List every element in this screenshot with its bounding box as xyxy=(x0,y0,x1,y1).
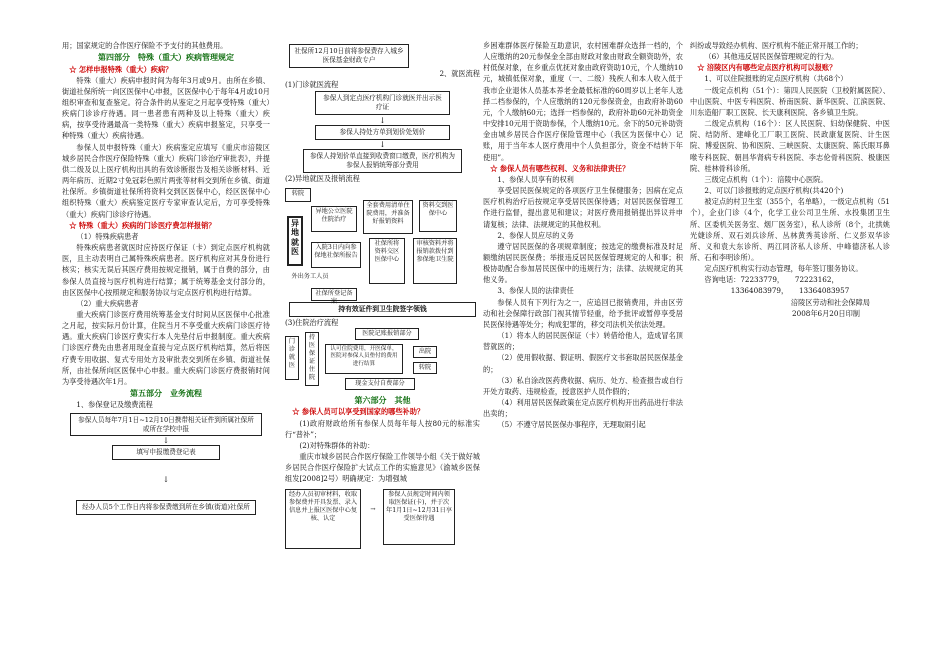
paragraph: 享受居民医保规定的各项医疗卫生保健服务；因病在定点医疗机构治疗后按规定享受居民医保待遇；对居民医保管理工作进行监督，提出意见和建议；对医疗费用报销提出异议并申请复核；法律、法规规定的其他权利。 xyxy=(483,186,683,229)
column-3 xyxy=(483,40,683,660)
list-item: （4）利用居民医保政策在定点医疗机构开出药品进行非法出卖的； xyxy=(483,398,683,419)
remote-care-diagram xyxy=(285,184,480,305)
sub-heading: 3、参保人员的法律责任 xyxy=(497,286,574,296)
flow-node: 审核资料并将报销款拨付到参保地卫生院 xyxy=(413,238,457,284)
list-item: （3）私自涂改医药费收据、病历、处方、检查报告或自行开处方取药、违规检查，授意医护人员作假的； xyxy=(483,375,683,396)
paragraph: 定点医疗机构实行动态管理，每年签订服务协议。 xyxy=(704,264,863,274)
section-heading: 第四部分 特殊（重大）疾病管理规定 xyxy=(98,52,234,63)
flow-node: 门诊就医 xyxy=(285,336,299,380)
flow-node: 认可住院费用，开医保单，医院对参保人员垫付的费用进行结算 xyxy=(325,344,403,374)
arrow-down-icon: ↓ xyxy=(379,115,386,125)
question-heading: ☆ 怎样申报特殊（重大）疾病？ xyxy=(69,64,173,74)
paragraph: 一级定点机构（51个）：第四人民医院（卫校附属医院）、中山医院、中医专科医院、桥南医院、新华医院、江滨医院、川东造船厂职工医院、长天康利医院、各乡镇卫生院。 xyxy=(690,85,890,117)
arrow-down-icon: ↓ xyxy=(379,139,386,149)
paragraph: 乡困难群体医疗保险互助意识，农村困难群众选择一档的，个人应缴纳的20元参保金全部由财政对象由财政全额资助外，农村低保对象，在乡重点优抚对象由政府资助10元，个人缴纳10元，城镇低保对象，重度（一、二级）残疾人和本人收入低于我市企业退休人员基本养老金最低标准的60周岁以上老年人选择二档参保的，个人应缴纳的120元参保资金，由政府补助60元，个人缴纳60元；选择一档参保的，政府补助60元补助资金中安排10元用于资助参保，个人缴纳10元。余下的50元补助资金由城乡居民合作医疗保险管理中心（我区为医保中心）记账，用于当年本人医疗费用中个人负担部分，资金不结转下年使用”。 xyxy=(483,41,683,162)
flow-title: (3)住院治疗流程 xyxy=(285,317,339,327)
paragraph: 参保人员申报特殊（重大）疾病鉴定应填写《重庆市涪陵区城乡居民合作医疗保险特殊（重大）疾病门诊治疗审批表》，并提供二级及以上医疗机构出具的有效诊断报告及相关诊断材料、近两年病历、近期2寸免冠彩色照片两张等材料交到所在乡镇、街道社保所。乡镇街道社保所将资料交到区医保中心，经区医保中心组织特殊（重大）疾病鉴定医疗专家审查认定后，方可享受特殊（重大）疾病门诊诊疗待遇。 xyxy=(62,142,270,219)
column-4 xyxy=(690,40,890,660)
flow-node: 社保所登记备案 xyxy=(311,288,357,301)
sub-heading: 1、参保人员享有的权利 xyxy=(497,174,574,184)
paragraph: 用；国家规定的合作医疗保险不予支付的其他费用。 xyxy=(62,41,228,50)
arrow-down-icon: ↓ xyxy=(162,475,170,485)
contact-phone: 咨询电话：72233779， 72223162， xyxy=(704,275,839,285)
sub-heading: 2、参保人员应尽的义务 xyxy=(497,230,574,240)
flow-box: 参保人员每年7月1日~12月10日携带相关证件到所属社保所或所在学校申报 xyxy=(70,413,262,437)
arrow-down-icon: ↓ xyxy=(162,436,170,446)
flow-box: 经办人员5个工作日内将参保费缴到所在乡镇(街道)社保所 xyxy=(76,500,256,515)
flow-box: 填写申报缴费登记表 xyxy=(112,445,220,460)
flow-node: 医院记账报销部分 xyxy=(355,328,419,340)
flow-box: 参保人员规定时间内领取医保证(卡)，并于次年1月1日~12月31日享受医保待遇 xyxy=(383,489,455,545)
flow-box: 持有效证件到卫生院签字领钱 xyxy=(289,302,476,317)
column-2 xyxy=(285,40,480,660)
paragraph: 重庆市城乡居民合作医疗保险工作领导小组《关于做好城乡居民合作医疗保险扩大试点工作的实施意见》（渝城乡医保组发[2008]2号）明确规定：为增强城 xyxy=(285,452,480,484)
paragraph: 遵守居民医保的各项规章制度；按选定的缴费标准及时足额缴纳居民医保费；举报违反居民医保管理规定的人和事；积极协助配合参加居民医保中的违规行为；法律、法规规定的其他义务。 xyxy=(483,241,683,285)
flow-title: (1)门诊就医流程 xyxy=(285,79,339,89)
section-heading: 第五部分 业务流程 xyxy=(130,388,202,399)
sub-heading: 2、可以门诊报账的定点医疗机构(共420个) xyxy=(704,186,844,196)
flow-title: 1、参保登记及缴费流程 xyxy=(76,400,153,410)
flow-box: 参保人到定点医疗机构门诊就医并出示医疗证 xyxy=(315,91,450,115)
paragraph: (1)政府财政给所有参保人员每年每人按80元的标准实行“普补”； xyxy=(285,418,480,439)
print-date: 2008年6月20日印制 xyxy=(792,308,860,318)
paragraph: 被定点的村卫生室（355个，名单略），一级定点机构（51个），企业门诊（4个，化学工业公司卫生所、水投集团卫生所、区委机关医务室、烟厂医务室），私人诊所（8个，北拱姚光婕诊所、双石刘兵诊所、丛林黄秀英诊所、仁义彭双华诊所、义和袁大东诊所、两江同济私人诊所、中峰德济私人诊所、石和李明诊所）。 xyxy=(690,197,890,262)
flow-node: 持医保证住院 xyxy=(305,332,319,386)
flow-node: 异地公立医院住院治疗 xyxy=(311,206,357,232)
flow-box: 参保人持处方单到划价处划价 xyxy=(315,125,450,140)
flow-node: 异地就医 xyxy=(287,216,303,266)
flow-node: 转院 xyxy=(285,188,311,202)
flow-node: 入院3日内向参保地社保所报告 xyxy=(311,242,361,268)
question-heading: ☆ 参保人员有哪些权利、义务和法律责任？ xyxy=(490,163,630,173)
paragraph: (2)对特殊群体的补助： xyxy=(299,440,375,450)
flow-title: 2、就医流程 xyxy=(439,68,480,78)
flow-node: 现金支付自费部分 xyxy=(345,378,415,390)
paragraph: 重大疾病门诊医疗费用统筹基金支付时间从区医保中心批准之月起，按实际月份计算，住院当月不享受重大疾病门诊医疗待遇。重大疾病门诊医疗费实行本人先垫付后申报制度。重大疾病门诊医疗费先由患者用现金直接与定点医疗机构结算，然后将医疗费专用收据、复式专用处方及审批表交到所在乡镇、街道社保所，由社保所向区医保中心申报。重大疾病门诊医疗费报销时间为享受待遇次年1月。 xyxy=(62,309,270,386)
section-heading: 第六部分 其他 xyxy=(354,395,411,406)
column-1 xyxy=(62,40,270,660)
arrow-right-icon: → xyxy=(365,505,381,517)
flow-node: 资料交到医保中心 xyxy=(419,200,457,232)
bottom-flow xyxy=(285,487,480,557)
flow-node: 外出务工人员 xyxy=(289,272,331,284)
sub-heading: （1）特殊疾病患者 xyxy=(76,231,139,241)
flow-node: 全套费用清单住院费用，并准备好报销资料 xyxy=(363,200,413,234)
flow-title: (2)异地就医及报销流程 xyxy=(285,173,360,183)
paragraph: 特殊疾病患者就医时应持医疗保证（卡）到定点医疗机构就医，且主动表明自己属特殊疾病患者。医疗机构应对其身份进行核实；核实无误后其医疗费用按规定报销，属于自费的部分，由参保人员直接与医疗机构进行结算；属于统筹基金支付部分的，由区医保中心按照规定和服务协议与定点医疗机构进行结算。 xyxy=(62,243,270,297)
list-item: （5）不遵守居民医保办事程序，无理取闹引起 xyxy=(497,420,646,430)
paragraph: 二级定点机构（16个）：区人民医院、妇幼保健院、中医院、结防所、建峰化工厂职工医院、民政康复医院、计生医院、博爱医院、协和医院、三峡医院、太康医院、陈氏眼耳鼻喉专科医院、朝昌华肾病专科医院、李志伦骨科医院、极康医院、桂林骨科诊所。 xyxy=(690,119,890,173)
question-heading: ☆ 涪陵区内有哪些定点医疗机构可以报账？ xyxy=(697,63,837,73)
sub-heading: （2）重大疾病患者 xyxy=(76,298,139,308)
paragraph: 三级定点机构（1个）：涪陵中心医院。 xyxy=(704,174,828,184)
paragraph: 纠纷或导致经办机构、医疗机构不能正常开展工作的； xyxy=(690,41,863,50)
flow-box: 参保人持划价单直接到收费窗口缴费，医疗机构为参保人报销统筹部分费用 xyxy=(303,149,462,173)
paragraph: 参保人员有下列行为之一，应追回已报销费用，并由区劳动和社会保障行政部门视其情节轻重，给予批评或暂停享受居民医保待遇等处分；构成犯罪的，移交司法机关依法处理。 xyxy=(483,297,683,329)
list-item: （1）将本人的居民医保证（卡）转借给他人，造成冒名顶替就医的； xyxy=(483,331,683,352)
paragraph: 特殊（重大）疾病申报时间为每年3月或9月。由所在乡镇、街道社保所统一向区医保中心申报，区医保中心于每年4月或10月组织审查和复查鉴定。符合条件的从鉴定之月起享受特殊（重大）疾病门诊诊疗待遇。同一患者患有两种及以上特殊（重大）疾病，按享受待遇最高一类特殊（重大）疾病申报鉴定，只享受一种特殊（重大）疾病待遇。 xyxy=(62,75,270,141)
sub-heading: 1、可以住院报账的定点医疗机构（共68个） xyxy=(704,74,848,84)
flow-node: 出院 xyxy=(413,346,437,358)
issuer: 涪陵区劳动和社会保障局 xyxy=(790,297,870,307)
flow-box: 经办人员初审材料，收取参保费并开具发票、录入信息并上报区医保中心复核、认定 xyxy=(285,489,361,549)
flow-node: 转院 xyxy=(413,362,437,374)
question-heading: ☆ 参保人员可以享受到国家的哪些补助？ xyxy=(292,407,425,417)
inpatient-diagram xyxy=(285,328,480,394)
question-heading: ☆ 特殊（重大）疾病的门诊医疗费怎样报销？ xyxy=(69,220,216,230)
flow-node: 社保所将资料交区医保中心 xyxy=(369,238,405,284)
paragraph: （6）其他违反居民医保管理规定的行为。 xyxy=(704,52,839,62)
list-item: （2）使用假收据、假证明、假医疗文书套取居民医保基金的； xyxy=(483,353,683,374)
contact-phone: 13364083979， 13364083957 xyxy=(730,286,850,296)
flow-box: 社保所12月10日前将参保费存入城乡医保基金财政专户 xyxy=(289,44,409,68)
